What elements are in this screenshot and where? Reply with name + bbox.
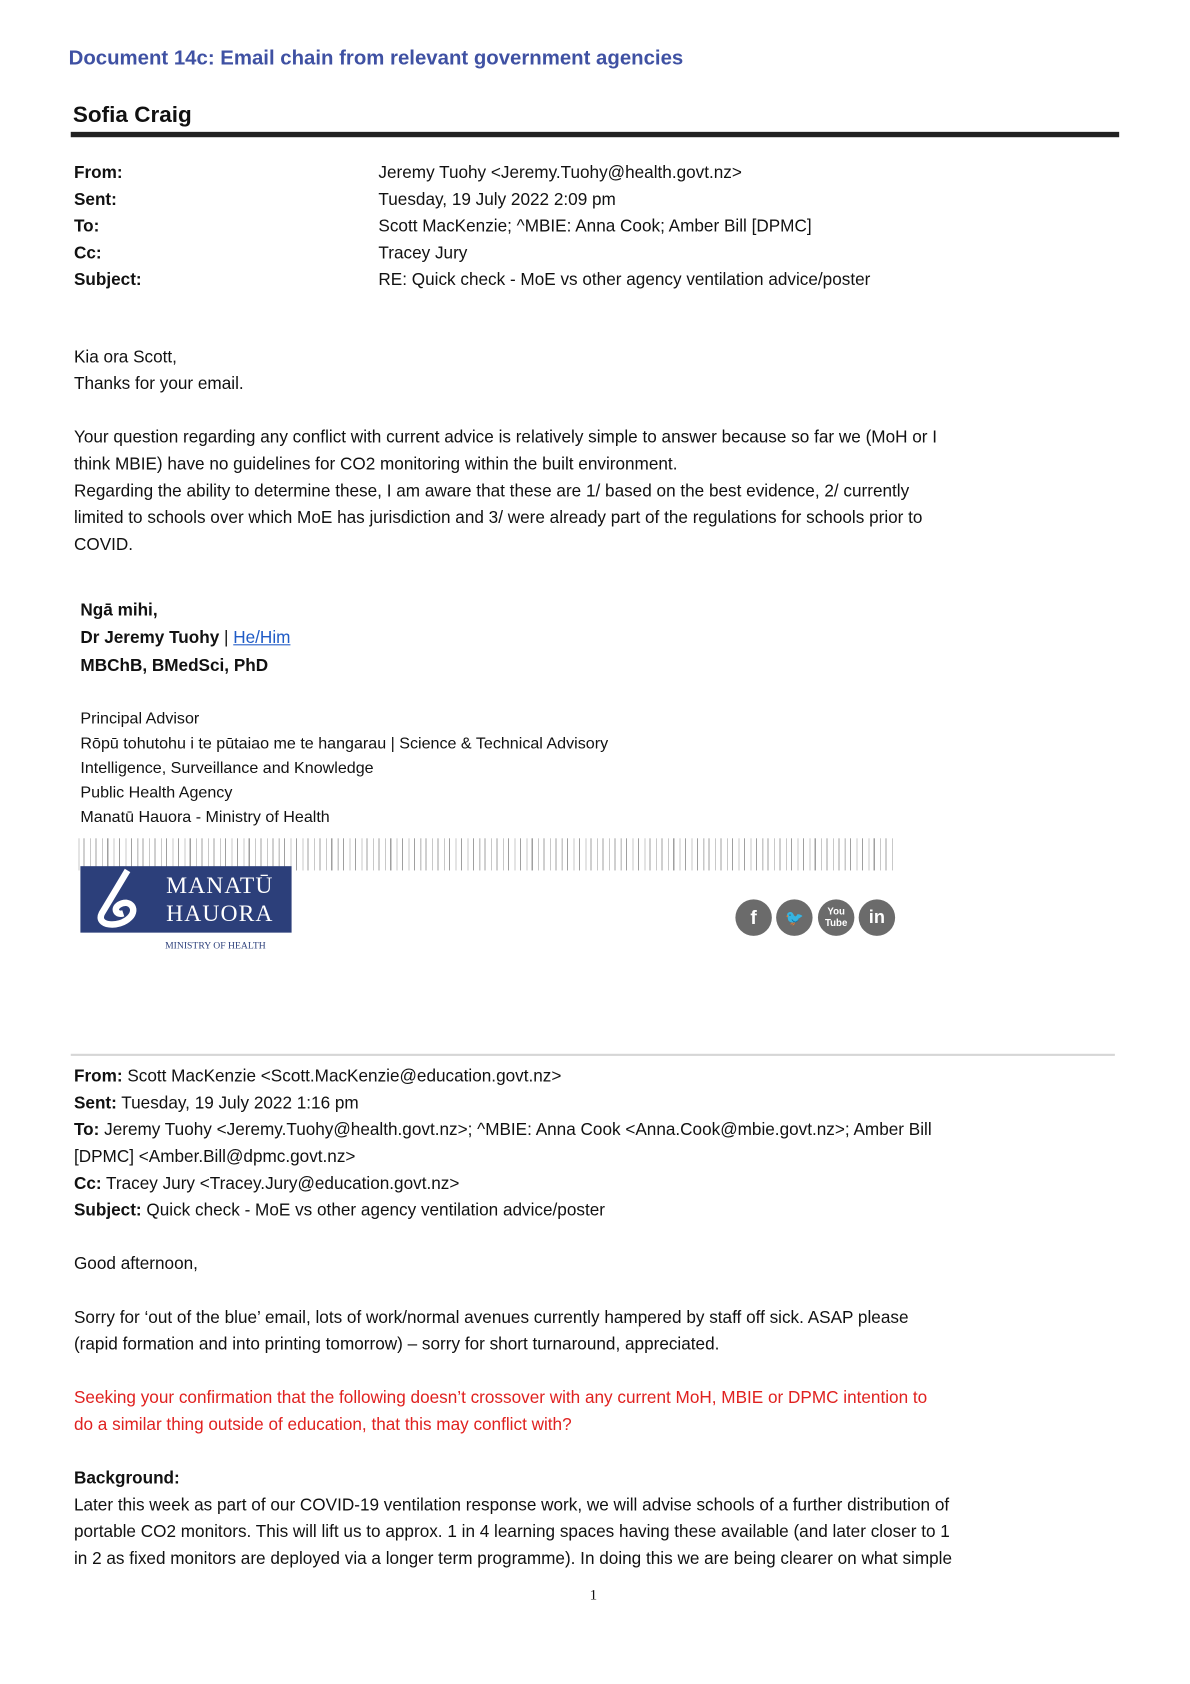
email1-headers <box>74 160 870 294</box>
email1-body <box>74 344 937 558</box>
ministry: Manatū Hauora - Ministry of Health <box>80 808 330 827</box>
mailbox-owner-name: Sofia Craig <box>72 102 192 128</box>
facebook-icon[interactable]: f <box>735 899 771 935</box>
email2 <box>74 1063 952 1572</box>
koru-icon <box>87 866 162 932</box>
cc-label: Cc: <box>73 244 102 263</box>
body-line: Sorry for ‘out of the blue’ email, lots of work/normal avenues currently hampered by staff off sick. ASAP please <box>73 1308 909 1328</box>
email-separator <box>71 1054 1115 1056</box>
signature-name: Dr Jeremy Tuohy <box>80 629 220 648</box>
to-value-cont: [DPMC] <Amber.Bill@dpmc.govt.nz> <box>73 1148 356 1167</box>
logo-line1: MANATŪ <box>166 871 274 899</box>
header-divider <box>71 132 1119 137</box>
thanks-line: Thanks for your email. <box>73 375 244 394</box>
cc-value: Tracey Jury <box>378 244 468 263</box>
body-line: limited to schools over which MoE has jurisdiction and 3/ were already part of the regulations for schools prior to <box>73 509 923 528</box>
body-line: Regarding the ability to determine these, I am aware that these are 1/ based on the best evidence, 2/ currently <box>73 482 910 501</box>
cc-label: Cc: <box>73 1174 102 1194</box>
cc-value: Tracey Jury <Tracey.Jury@education.govt.nz> <box>101 1174 460 1194</box>
subject-value: RE: Quick check - MoE vs other agency ventilation advice/poster <box>378 271 871 290</box>
separator: | <box>219 629 234 648</box>
subject-value: Quick check - MoE vs other agency ventilation advice/poster <box>141 1201 605 1220</box>
signature-details <box>80 706 608 829</box>
subject-label: Subject: <box>73 271 142 290</box>
body-line: Your question regarding any conflict with current advice is relatively simple to answer because so far we (MoH or I <box>73 428 938 448</box>
subject-label: Subject: <box>73 1201 142 1220</box>
to-label: To: <box>73 217 100 236</box>
body-line: (rapid formation and into printing tomorrow) – sorry for short turnaround, appreciated. <box>73 1335 720 1354</box>
request-line: do a similar thing outside of education, that this may conflict with? <box>73 1416 572 1435</box>
from-label: From: <box>73 164 123 183</box>
logo-line2: HAUORA <box>166 899 274 927</box>
from-value: Jeremy Tuohy <Jeremy.Tuohy@health.govt.nz> <box>378 164 742 183</box>
linkedin-icon[interactable]: in <box>859 899 895 935</box>
to-value: Jeremy Tuohy <Jeremy.Tuohy@health.govt.nz>; ^MBIE: Anna Cook <Anna.Cook@mbie.govt.nz>; Amber Bill <box>99 1121 932 1140</box>
sent-label: Sent: <box>73 1094 117 1113</box>
qualifications: MBChB, BMedSci, PhD <box>80 657 269 676</box>
from-label: From: <box>73 1067 123 1086</box>
signoff: Ngā mihi, <box>80 601 158 620</box>
to-label: To: <box>73 1121 100 1140</box>
document-title: Document 14c: Email chain from relevant government agencies <box>68 47 684 70</box>
request-line: Seeking your confirmation that the following doesn’t crossover with any current MoH, MBIE or DPMC intention to <box>73 1389 928 1408</box>
signature <box>80 597 290 680</box>
team: Rōpū tohutohu i te pūtaiao me te hangarau | Science & Technical Advisory <box>80 734 609 753</box>
greeting: Kia ora Scott, <box>73 348 177 367</box>
body-line: Later this week as part of our COVID-19 ventilation response work, we will advise schools of a further distribution of <box>73 1496 950 1515</box>
body-line: think MBIE) have no guidelines for CO2 monitoring within the built environment. <box>73 455 678 474</box>
greeting: Good afternoon, <box>73 1255 198 1274</box>
sent-label: Sent: <box>73 190 117 210</box>
background-heading: Background: <box>73 1469 180 1488</box>
logo-subtitle: MINISTRY OF HEALTH <box>165 940 266 951</box>
sent-value: Tuesday, 19 July 2022 2:09 pm <box>378 190 616 210</box>
body-line: portable CO2 monitors. This will lift us to approx. 1 in 4 learning spaces having these available (and later closer to 1 <box>73 1523 950 1542</box>
pronouns-link[interactable]: He/Him <box>233 629 291 648</box>
agency: Public Health Agency <box>80 783 233 802</box>
from-value: Scott MacKenzie <Scott.MacKenzie@education.govt.nz> <box>122 1067 562 1086</box>
body-line: COVID. <box>73 536 134 555</box>
youtube-icon[interactable]: You Tube <box>818 899 854 935</box>
sent-value: Tuesday, 19 July 2022 1:16 pm <box>116 1094 359 1113</box>
body-line: in 2 as fixed monitors are deployed via a longer term programme). In doing this we are being clearer on what simple <box>73 1550 953 1569</box>
twitter-icon[interactable]: 🐦 <box>776 899 812 935</box>
manatu-hauora-logo <box>80 866 291 932</box>
group: Intelligence, Surveillance and Knowledge <box>80 758 374 778</box>
job-title: Principal Advisor <box>80 709 200 728</box>
page-number: 1 <box>589 1587 598 1604</box>
to-value: Scott MacKenzie; ^MBIE: Anna Cook; Amber Bill [DPMC] <box>378 217 812 236</box>
